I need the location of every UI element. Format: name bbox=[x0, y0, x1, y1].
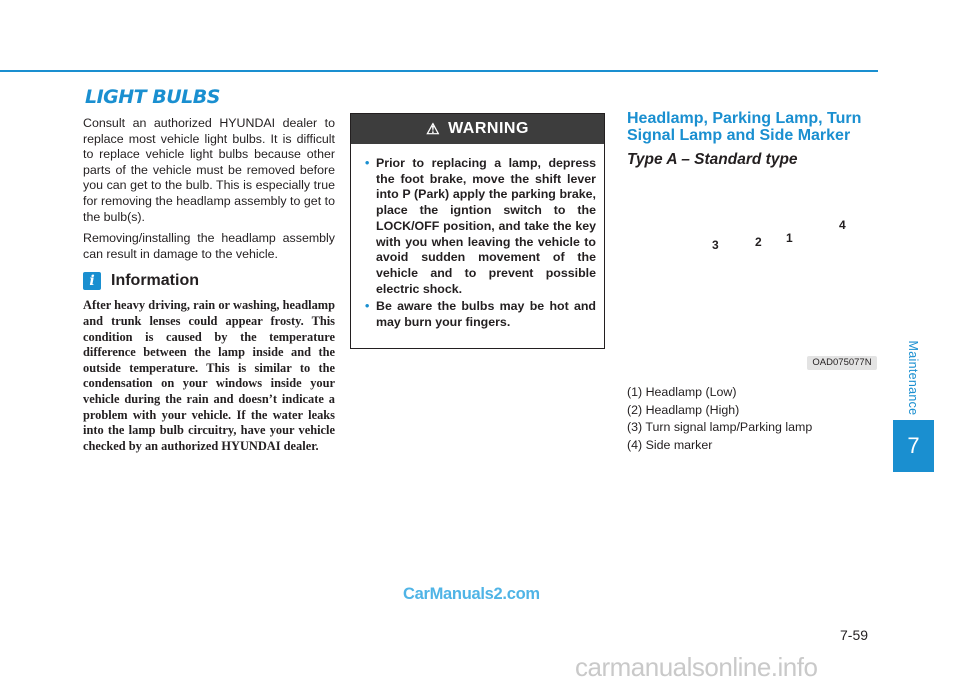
intro-paragraph-2: Removing/installing the headlamp assembly can result in damage to the vehicle. bbox=[83, 231, 335, 261]
figure-legend bbox=[627, 384, 812, 454]
top-rule bbox=[0, 70, 878, 72]
watermark-link[interactable]: CarManuals2.com bbox=[403, 585, 540, 603]
headlamp-title: Headlamp, Parking Lamp, Turn Signal Lamp and Side Marker bbox=[627, 110, 862, 144]
legend-item: (1) Headlamp (Low) bbox=[627, 385, 737, 399]
info-icon: i bbox=[83, 272, 101, 290]
type-title: Type A – Standard type bbox=[627, 151, 798, 168]
legend-item: (3) Turn signal lamp/Parking lamp bbox=[627, 420, 813, 434]
warning-item: • Be aware the bulbs may be hot and may burn your fingers. bbox=[365, 299, 596, 330]
information-body: After heavy driving, rain or washing, headlamp and trunk lenses could appear frosty. This condition is caused by the temperature difference between the lamp inside and the outside temperature. This is similar to the condensation on your windows inside your vehicle during the rain and doesn’t indicate a problem with your vehicle. If the water leaks into the lamp bulb circuitry, have your vehicle checked by an authorized HYUNDAI dealer. bbox=[83, 298, 335, 453]
information-header bbox=[83, 272, 335, 290]
watermark-footer: carmanualsonline.info bbox=[575, 652, 818, 682]
warning-title: WARNING bbox=[448, 120, 529, 137]
legend-item: (4) Side marker bbox=[627, 437, 713, 452]
warning-item: • Prior to replacing a lamp, depress the foot brake, move the shift lever into P (Park) apply the parking brake, place the igntion switch to the LOCK/OFF position, and take the key with you when leaving the vehicle to avoid sudden movement of the vehicle and to prevent possible electric shock. bbox=[365, 156, 596, 297]
callout-4: 4 bbox=[839, 218, 846, 232]
section-title: LIGHT BULBS bbox=[85, 86, 220, 108]
callout-1: 1 bbox=[786, 231, 793, 245]
chapter-label: Maintenance bbox=[906, 340, 920, 416]
warning-header bbox=[351, 114, 604, 144]
callout-2: 2 bbox=[755, 235, 762, 249]
figure-code-badge: OAD075077N bbox=[807, 356, 877, 370]
information-title: Information bbox=[111, 272, 199, 290]
legend-item: (2) Headlamp (High) bbox=[627, 402, 740, 417]
warning-triangle-icon: ⚠ bbox=[426, 120, 441, 138]
intro-paragraph-1: Consult an authorized HYUNDAI dealer to replace most vehicle light bulbs. It is difficult to replace vehicle light bulbs because other parts of the vehicle must be removed before you can get to the bulb. This is especially true for removing the headlamp assembly to get to the bulb(s). bbox=[83, 116, 335, 224]
callout-3: 3 bbox=[712, 238, 719, 252]
chapter-tab: 7 bbox=[893, 420, 934, 472]
intro-column bbox=[83, 116, 335, 454]
warning-box bbox=[350, 113, 605, 349]
warning-list bbox=[351, 156, 604, 331]
page-number: 7-59 bbox=[840, 627, 869, 643]
